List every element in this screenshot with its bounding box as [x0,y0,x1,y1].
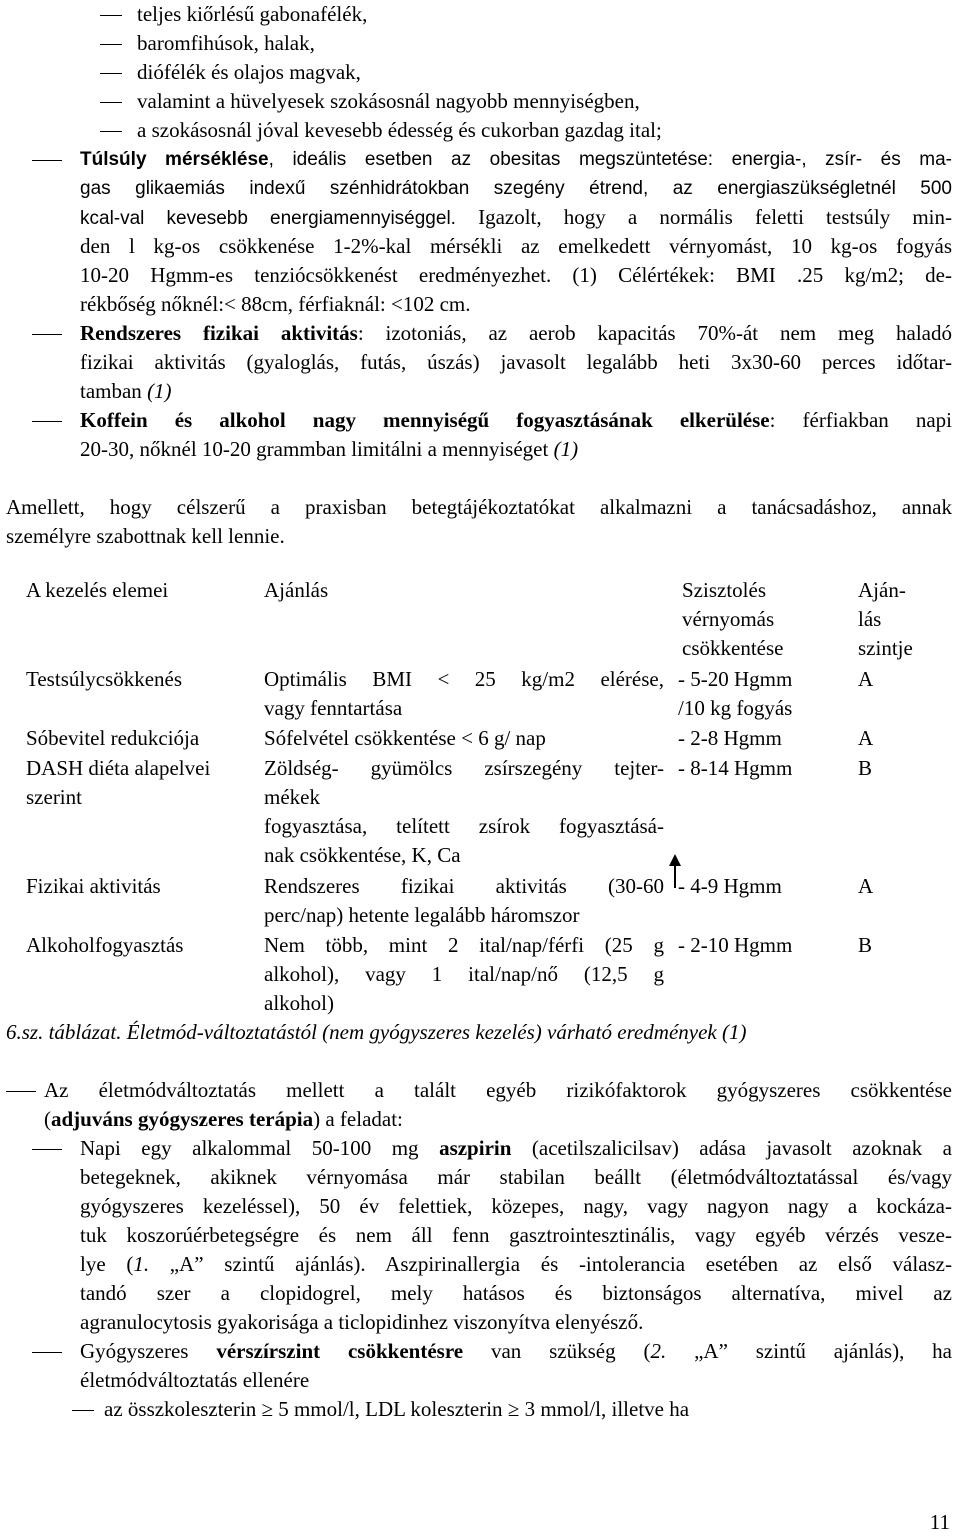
paragraph-line: 10-20 Hgmm-es tenziócsökkenést eredményezhet. (1) Célértékek: BMI .25 kg/m2; de- [80,263,952,287]
bold-term: Koffein és alkohol nagy mennyiségű fogyasztásának elkerülése [80,408,770,432]
paragraph-line: 20-30, nőknél 10-20 grammban limitálni a mennyiséget (1) [80,437,579,461]
dash-icon [32,1352,62,1353]
paragraph-line: (adjuváns gyógyszeres terápia) a feladat: [44,1107,403,1131]
paragraph-line: agranulocytosis gyakorisága a ticlopidinhez viszonyítva elenyésző. [80,1310,644,1334]
paragraph-line: rékbőség nőknél:< 88cm, férfiaknál: <102 cm. [80,292,471,316]
list-item: valamint a hüvelyesek szokásosnál nagyobb mennyiségben, [137,89,640,113]
paragraph-line: Napi egy alkalommal 50-100 mg aszpirin (acetilszalicilsav) adása javasolt azoknak a [80,1136,953,1160]
list-item: diófélék és olajos magvak, [137,60,361,84]
paragraph-line: tandó szer a clopidogrel, mely hatásos és biztonságos alternatíva, mivel az [80,1281,952,1305]
paragraph-line: lye (1. „A” szintű ajánlás). Aszpirinallergia és -intolerancia esetében az első válasz- [80,1252,952,1276]
list-item: teljes kiőrlésű gabonafélék, [137,2,368,26]
paragraph-line: fizikai aktivitás (gyaloglás, futás, úszás) javasolt legalább heti 3x30-60 perces időtar- [80,350,952,374]
table-header-level: Aján- [858,578,906,602]
document-page: teljes kiőrlésű gabonafélék, baromfihúsok, halak, diófélék és olajos magvak, valamint a hüvelyesek szokásosnál nagyobb mennyiségben, a szokásosnál jóval kevesebb édesség és cukorban gazdag ital; Túlsúly mérséklése, ideális esetben az obesitas megszüntetése: energia-, zsír- és ma- gas glikaemiás indexű szénhidrátokban szegény étrend, az energiaszükségletnél 500 kcal-val kevesebb energiamennyiséggel. Igazolt, hogy a normális feletti testsúly min- den l kg-os csökkenése 1-2%-kal mérsékli az emelkedett vérnyomást, 10 kg-os fogyás 10-20 Hgmm-es tenziócsökkenést eredményezhet. (1) Célértékek: BMI .25 kg/m2; de- rékbőség nőknél:< 88cm, férfiaknál: <102 cm. Rendszeres fizikai aktivitás: izotoniás, az aerob kapacitás 70%-át nem meg haladó fizikai aktivitás (gyaloglás, futás, úszás) javasolt legalább heti 3x30-60 perces időtar- tamban (1) Koffein és alkohol nagy mennyiségű fogyasztásának elkerülése: férfiakban napi 20-30, nőknél 10-20 grammban limitálni a mennyiséget (1) Amellett, hogy célszerű a praxisban betegtájékoztatókat alkalmazni a tanácsadáshoz, annak személyre szabottnak kell lennie. A kezelés elemei Ajánlás Szisztolés vérnyomás csökkentése Aján- lás szintje Testsúlycsökkenés Optimális BMI < 25 kg/m2 elérése, vagy fenntartása - 5-20 Hgmm /10 kg fogyás A Sóbevitel redukciója Sófelvétel csökkentése < 6 g/ nap - 2-8 Hgmm A DASH diéta alapelvei szerint Zöldség- gyümölcs zsírszegény tejter- mékek fogyasztása, telített zsírok fogyasztásá- nak csökkentése, K, Ca - 8-14 Hgmm B Fizikai aktivitás Rendszeres fizikai aktivitás (30-60 perc/nap) hetente legalább háromszor - 4-9 Hgmm A Alkoholfogyasztás Nem több, mint 2 ital/nap/férfi (25 g alkohol), vagy 1 ital/nap/nő (12,5 g alkohol) - 2-10 Hgmm B 6.sz. táblázat. Életmód-változtatástól (nem gyógyszeres kezelés) várható eredmények (1) Az életmódváltoztatás mellett a talált egyéb rizikófaktorok gyógyszeres csökkentése (adjuváns gyógyszeres terápia) a feladat: Napi egy alkalommal 50-100 mg aszpirin (acetilszalicilsav) adása javasolt azoknak a betegeknek, akiknek vérnyomása már stabilan beállt (életmódváltoztatással és/vagy gyógyszeres kezeléssel), 50 év felettiek, közepes, nagy, vagy nagyon nagy a kockáza- tuk koszorúérbetegségre és nem áll fenn gasztrointesztinális, vagy egyéb vérzés vesze- lye (1. „A” szintű ajánlás). Aszpirinallergia és -intolerancia esetében az első válasz- tandó szer a clopidogrel, mely hatásos és biztonságos alternatíva, mivel az agranulocytosis gyakorisága a ticlopidinhez viszonyítva elenyésző. Gyógyszeres vérszírszint csökkentésre van szükség (2. „A” szintű ajánlás), ha életmódváltoztatás ellenére az összkoleszterin ≥ 5 mmol/l, LDL koleszterin ≥ 3 mmol/l, illetve ha 11 [6,2,953,1534]
reference: (1) [141,379,172,403]
dash-icon [32,160,62,161]
list-item: baromfihúsok, halak, [137,31,315,55]
table-header-recommendation: Ajánlás [264,578,329,602]
dash-icon [100,131,122,132]
paragraph-line: Amellett, hogy célszerű a praxisban betegtájékoztatókat alkalmazni a tanácsadáshoz, annak [6,495,952,519]
bold-term: vérszírszint csökkentésre [216,1339,464,1363]
paragraph-line: gyógyszeres kezeléssel), 50 év felettiek, közepes, nagy, vagy nagyon nagy a kockáza- [80,1194,952,1218]
table-header-element: A kezelés elemei [26,578,169,602]
paragraph-line: Rendszeres fizikai aktivitás: izotoniás, az aerob kapacitás 70%-át nem meg haladó [80,321,952,345]
bold-term: Túlsúly mérséklése [80,149,269,170]
dash-icon [100,73,122,74]
dash-icon [6,1091,36,1092]
dash-icon [100,44,122,45]
paragraph-line: Az életmódváltoztatás mellett a talált egyéb rizikófaktorok gyógyszeres csökkentése [44,1078,952,1102]
paragraph-line: betegeknek, akiknek vérnyomása már stabilan beállt (életmódváltoztatással és/vagy [80,1165,952,1189]
table-header-reduction: Szisztolés [682,578,766,602]
dash-icon [100,102,122,103]
paragraph-line: Túlsúly mérséklése, ideális esetben az obesitas megszüntetése: energia-, zsír- és ma- [80,149,952,170]
bold-term: adjuváns gyógyszeres terápia [51,1107,314,1131]
page-number: 11 [929,1510,950,1534]
reference: (1) [548,437,579,461]
dash-icon [100,15,122,16]
bold-term: aszpirin [439,1136,512,1160]
paragraph-line: Gyógyszeres vérszírszint csökkentésre van szükség (2. „A” szintű ajánlás), ha [80,1339,952,1363]
dash-icon [32,421,62,422]
paragraph-line: életmódváltoztatás ellenére [80,1368,310,1392]
paragraph-line: az összkoleszterin ≥ 5 mmol/l, LDL koleszterin ≥ 3 mmol/l, illetve ha [104,1397,690,1421]
paragraph-line: gas glikaemiás indexű szénhidrátokban szegény étrend, az energiaszükségletnél 500 [80,178,952,199]
paragraph-line: den l kg-os csökkenése 1-2%-kal mérsékli az emelkedett vérnyomást, 10 kg-os fogyás [80,234,952,258]
paragraph-line: tuk koszorúérbetegségre és nem áll fenn gasztrointesztinális, vagy egyéb vérzés vesze- [80,1223,952,1247]
dash-icon [32,334,62,335]
paragraph-line: tamban (1) [80,379,172,403]
dash-icon [32,1149,62,1150]
paragraph-line: személyre szabottnak kell lennie. [6,524,285,548]
table-caption: 6.sz. táblázat. Életmód-változtatástól (nem gyógyszeres kezelés) várható eredmények (1) [6,1020,747,1044]
bold-term: Rendszeres fizikai aktivitás [80,321,358,345]
paragraph-line: Koffein és alkohol nagy mennyiségű fogyasztásának elkerülése: férfiakban napi [80,408,952,432]
list-item: a szokásosnál jóval kevesebb édesség és cukorban gazdag ital; [137,118,662,142]
paragraph-line: kcal-val kevesebb energiamennyiséggel. Igazolt, hogy a normális feletti testsúly min- [80,205,952,229]
dash-icon [72,1410,94,1411]
